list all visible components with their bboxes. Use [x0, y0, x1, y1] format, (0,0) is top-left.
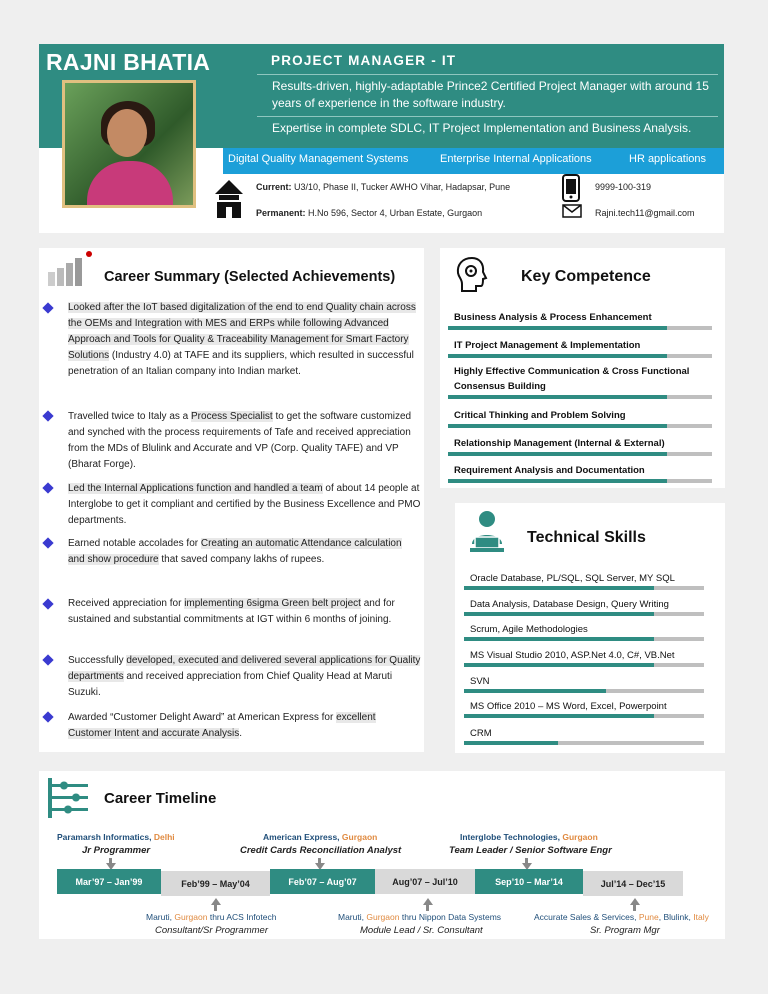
timeline-role: Module Lead / Sr. Consultant — [360, 925, 483, 936]
skill-level-bar — [464, 741, 704, 745]
skill-label: Scrum, Agile Methodologies — [470, 624, 588, 635]
arrow-up-icon — [423, 898, 433, 905]
divider — [257, 116, 718, 117]
skill-level-fill — [464, 663, 654, 667]
skill-level-fill — [464, 612, 654, 616]
phone-icon — [562, 174, 580, 202]
domain-item: Enterprise Internal Applications — [440, 153, 592, 165]
arrow-stem — [214, 905, 217, 911]
permanent-address: Permanent: H.No 596, Sector 4, Urban Estate, Gurgaon — [256, 208, 483, 218]
competence-level-fill — [448, 326, 667, 330]
skill-level-fill — [464, 689, 606, 693]
timeline-icon — [44, 776, 92, 820]
candidate-name: RAJNI BHATIA — [46, 49, 211, 75]
competence-label: Critical Thinking and Problem Solving — [454, 410, 626, 421]
timeline-role: Team Leader / Senior Software Engr — [449, 845, 612, 856]
skill-level-bar — [464, 689, 704, 693]
skill-level-fill — [464, 637, 654, 641]
career-timeline-title: Career Timeline — [104, 790, 217, 807]
competence-level-bar — [448, 326, 712, 330]
competence-level-bar — [448, 479, 712, 483]
arrow-up-icon — [211, 898, 221, 905]
timeline-role: Jr Programmer — [82, 845, 151, 856]
competence-label: Highly Effective Communication & Cross Functional Consensus Building — [454, 366, 690, 392]
achievement-item: Looked after the IoT based digitalization of the end to end Quality chain across the OEMs and Integration with MES and ERPs while following Advanced Approach and Tools for Quality & Traceability Management for Smart Factory Solutions (Industry 4.0) at TAFE and its suppliers, which resulted in successful penetration of an Italian company into Indian market. — [68, 302, 416, 377]
profile-summary: Results-driven, highly-adaptable Prince2 Certified Project Manager with around 15 years of experience in the software industry. — [272, 79, 709, 110]
competence-level-fill — [448, 479, 667, 483]
skill-label: SVN — [470, 676, 490, 687]
achievement-item: Awarded “Customer Delight Award” at American Express for excellent Customer Intent and accurate Analysis. — [68, 712, 376, 739]
competence-level-fill — [448, 452, 667, 456]
competence-level-fill — [448, 424, 667, 428]
skill-level-bar — [464, 637, 704, 641]
timeline-segment: Aug’07 – Jul’10 — [375, 869, 475, 894]
bar-chart-icon — [44, 250, 94, 288]
skill-label: Data Analysis, Database Design, Query Writing — [470, 599, 669, 610]
achievement-item: Led the Internal Applications function and handled a team of about 14 people at Interglobe to get it compliant and certified by the Business Excellence and PMO departments. — [68, 483, 421, 526]
achievement-item: Earned notable accolades for Creating an automatic Attendance calculation and show procedure that saved company lakhs of rupees. — [68, 538, 402, 565]
skill-label: MS Office 2010 – MS Word, Excel, Powerpoint — [470, 701, 667, 712]
user-laptop-icon — [468, 510, 506, 554]
timeline-segment: Feb’07 – Aug’07 — [270, 869, 375, 894]
competence-level-bar — [448, 424, 712, 428]
competence-level-bar — [448, 354, 712, 358]
mail-icon — [562, 204, 582, 218]
timeline-company: Interglobe Technologies, Gurgaon — [460, 832, 598, 842]
expertise-line: Expertise in complete SDLC, IT Project Implementation and Business Analysis. — [272, 121, 692, 135]
achievement-item: Successfully developed, executed and delivered several applications for Quality departments and received appreciation from Chief Quality Head at Maruti Suzuki. — [68, 655, 421, 698]
skill-level-fill — [464, 741, 558, 745]
skill-level-bar — [464, 714, 704, 718]
timeline-company: American Express, Gurgaon — [263, 832, 378, 842]
email-address: Rajni.tech11@gmail.com — [595, 208, 695, 218]
achievement-item: Travelled twice to Italy as a Process Specialist to get the software customized and synched with the process requirements of Tafe and received appreciation from the MDs of Blulink and Accurate and VP (Corp. Quality TAFE) and VP (Bharat Forge). — [68, 411, 412, 470]
timeline-company: Maruti, Gurgaon thru ACS Infotech — [146, 912, 277, 922]
skill-level-bar — [464, 586, 704, 590]
timeline-role: Sr. Program Mgr — [590, 925, 660, 936]
key-competence-title: Key Competence — [521, 268, 651, 285]
competence-level-bar — [448, 395, 712, 399]
timeline-segment: Mar’97 – Jan’99 — [57, 869, 161, 894]
timeline-company: Accurate Sales & Services, Pune, Blulink, Italy — [534, 912, 709, 922]
profile-photo — [62, 80, 196, 208]
skill-label: CRM — [470, 728, 492, 739]
timeline-company: Maruti, Gurgaon thru Nippon Data Systems — [338, 912, 502, 922]
competence-level-fill — [448, 395, 667, 399]
skill-label: MS Visual Studio 2010, ASP.Net 4.0, C#, VB.Net — [470, 650, 675, 661]
skill-level-fill — [464, 586, 654, 590]
head-gear-icon — [452, 254, 492, 294]
competence-label: Requirement Analysis and Documentation — [454, 465, 645, 476]
skill-level-bar — [464, 612, 704, 616]
divider — [257, 74, 718, 75]
timeline-segment: Feb’99 – May’04 — [161, 871, 270, 896]
arrow-stem — [426, 905, 429, 911]
current-address: Current: U3/10, Phase II, Tucker AWHO Vihar, Hadapsar, Pune — [256, 182, 511, 192]
job-title: PROJECT MANAGER - IT — [271, 53, 457, 68]
phone-number: 9999-100-319 — [595, 182, 652, 192]
timeline-role: Consultant/Sr Programmer — [155, 925, 268, 936]
competence-label: IT Project Management & Implementation — [454, 340, 641, 351]
skill-level-fill — [464, 714, 654, 718]
home-icon — [214, 178, 244, 220]
timeline-segment: Sep’10 – Mar’14 — [475, 869, 583, 894]
competence-label: Business Analysis & Process Enhancement — [454, 312, 652, 323]
skill-level-bar — [464, 663, 704, 667]
technical-skills-title: Technical Skills — [527, 529, 646, 546]
timeline-company: Paramarsh Informatics, Delhi — [57, 832, 175, 842]
arrow-up-icon — [630, 898, 640, 905]
timeline-segment: Jul’14 – Dec’15 — [583, 871, 683, 896]
skill-label: Oracle Database, PL/SQL, SQL Server, MY SQL — [470, 573, 675, 584]
timeline-role: Credit Cards Reconciliation Analyst — [240, 845, 402, 856]
competence-level-fill — [448, 354, 667, 358]
career-summary-title: Career Summary (Selected Achievements) — [104, 269, 396, 285]
achievement-item: Received appreciation for implementing 6sigma Green belt project and for sustained and substantial commitments at IGT within 6 months of joining. — [68, 598, 395, 625]
domain-item: HR applications — [629, 153, 707, 165]
competence-label: Relationship Management (Internal & External) — [454, 438, 665, 449]
arrow-stem — [633, 905, 636, 911]
competence-level-bar — [448, 452, 712, 456]
domain-item: Digital Quality Management Systems — [228, 153, 409, 165]
